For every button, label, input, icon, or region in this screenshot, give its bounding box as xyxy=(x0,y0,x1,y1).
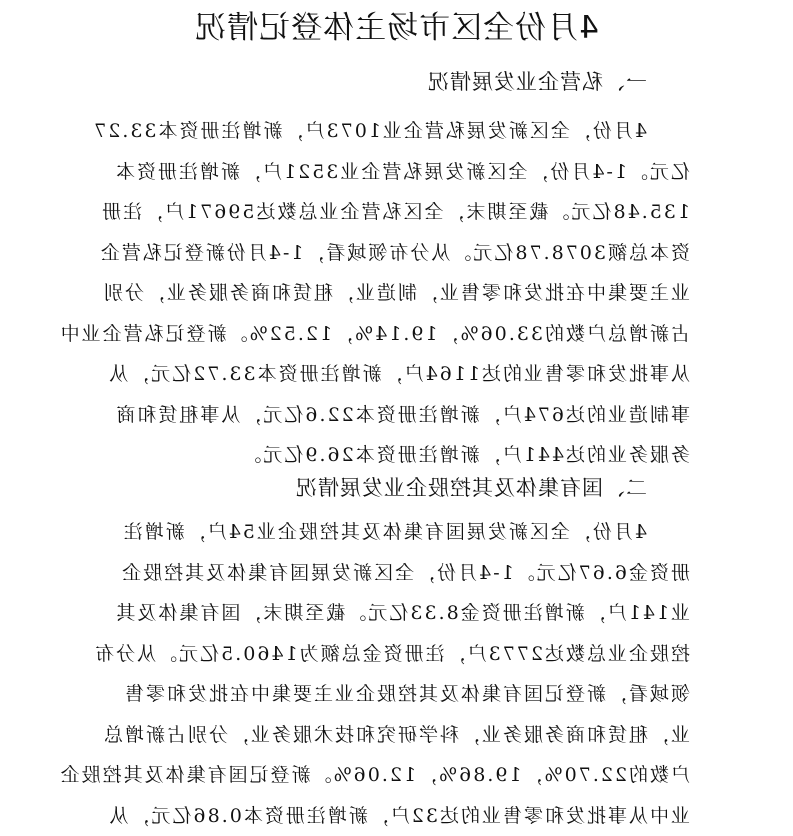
section-heading-state-collective-enterprises: 二、国有集体及其控股企业发展情况 xyxy=(47,475,647,501)
paragraph-line: 135.48亿元。截至期末，全区私营企业总数达59671户，注册 xyxy=(90,192,690,233)
paragraph-line: 事制造业的达674户，新增注册资本22.6亿元，从事租赁和商 xyxy=(90,395,690,436)
paragraph-line: 业141户，新增注册资金8.33亿元。截至期末，国有集体及其 xyxy=(90,593,690,634)
paragraph-line: 资本总额3078.78亿元。从分布领域看，1-4月份新登记私营企 xyxy=(90,233,690,274)
paragraph-line: 业中从事批发和零售业的达32户，新增注册资本0.86亿元，从 xyxy=(90,796,690,836)
paragraph-line: 亿元。1-4月份，全区新发展私营企业3521户，新增注册资本 xyxy=(90,152,690,193)
paragraph-line: 领域看，新登记国有集体及其控股企业主要集中在批发和零售 xyxy=(90,674,690,715)
paragraph-line: 户数的22.70%，19.86%，12.06%。新登记国有集体及其控股企 xyxy=(90,755,690,796)
section-body-private-enterprises xyxy=(90,111,690,476)
paragraph-line: 占新增总户数的33.06%，19.14%，12.52%。新登记私营企业中 xyxy=(90,314,690,355)
paragraph-line: 册资金6.67亿元。1-4月份，全区新发展国有集体及其控股企 xyxy=(90,553,690,594)
document-title: 4月份全区市场主体登记情况 xyxy=(0,8,793,48)
paragraph-line: 4月份，全区新发展国有集体及其控股企业54户，新增注 xyxy=(90,512,690,553)
paragraph-line: 业主要集中在批发和零售业，制造业，租赁和商务服务业，分别 xyxy=(90,273,690,314)
paragraph-line: 从事批发和零售业的达1164户，新增注册资本33.72亿元，从 xyxy=(90,354,690,395)
paragraph-line: 务服务业的达441户，新增注册资本26.9亿元。 xyxy=(90,435,690,476)
paragraph-line: 业，租赁和商务服务业，科学研究和技术服务业，分别占新增总 xyxy=(90,715,690,756)
paragraph-line: 4月份，全区新发展私营企业1073户，新增注册资本33.27 xyxy=(90,111,690,152)
section-body-state-collective-enterprises xyxy=(90,512,690,836)
section-heading-private-enterprises: 一、私营企业发展情况 xyxy=(47,69,647,95)
paragraph-line: 控股企业总数达2773户，注册资金总额为1460.5亿元。从分布 xyxy=(90,634,690,675)
